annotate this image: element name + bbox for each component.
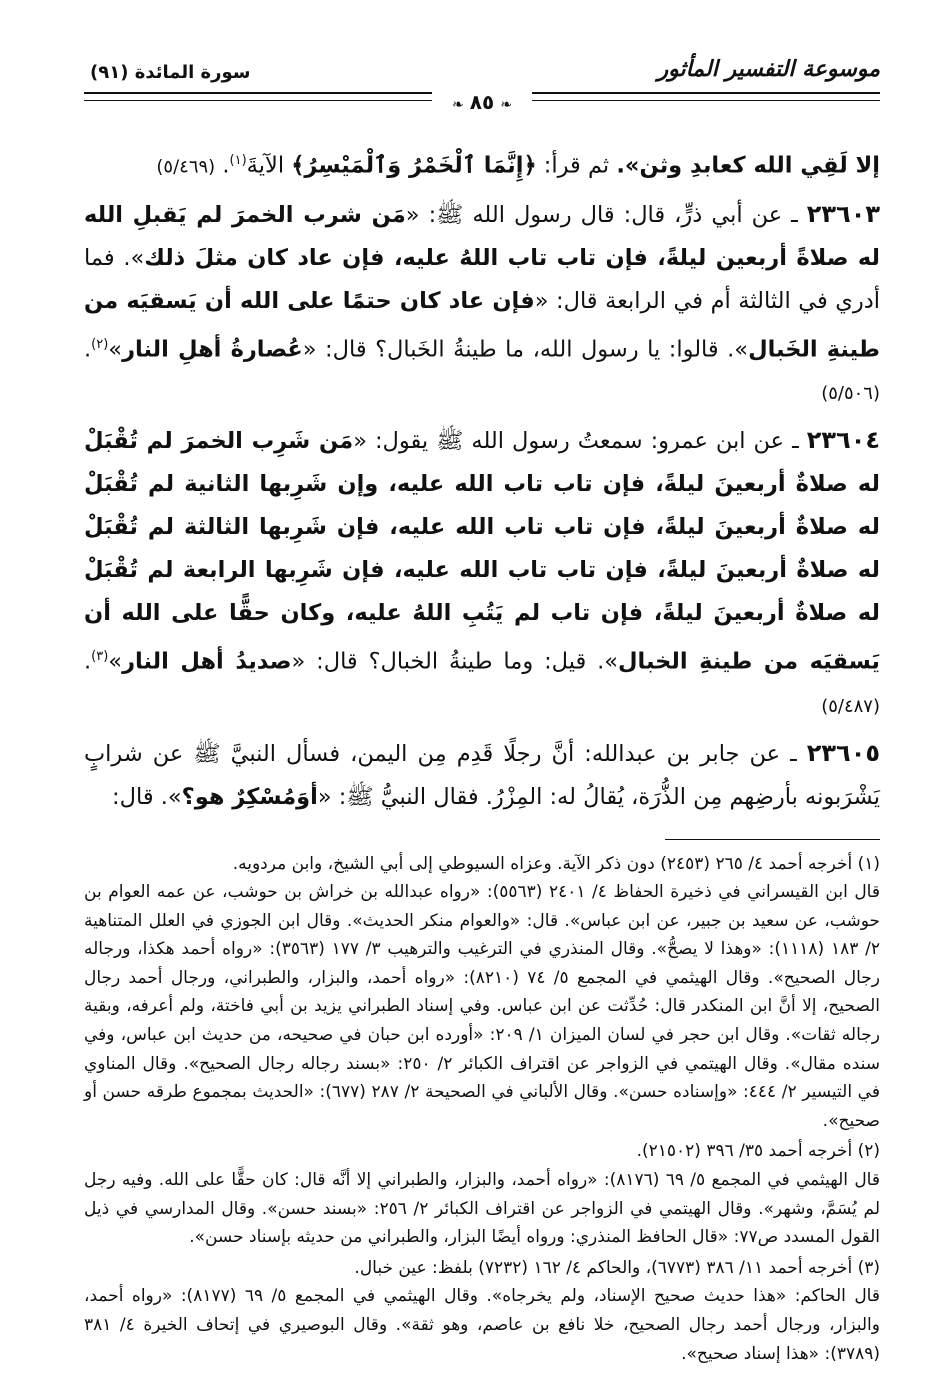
entry-number: ٢٣٦٠٤ [806, 426, 880, 454]
hadith-entry: ٢٣٦٠٣ ـ عن أبي ذرٍّ، قال: قال رسول الله ﷺ: «مَن شرب الخمرَ لم يَقبلِ الله له صلاةً أربعين ليلةً، فإن تاب تاب اللهُ عليه، فإن عاد كان مثلَ ذلك». فما أدري في الثالثة أم في الرابعة قال: «فإن عاد كان حتمًا على الله أن يَسقيَه من طينةِ الخَبال». قالوا: يا رسول الله، ما طينةُ الخَبال؟ قال: «عُصارةُ أهلِ النار»$^{(٢)}$. (٥/٥٠٦) [84, 199, 881, 404]
footnote-marker: (٣) [91, 649, 109, 664]
footnote-3: (٣) أخرجه أحمد ١١/ ٣٨٦ (٦٧٧٣)، والحاكم ٤/ ١٦٢ (٧٢٣٢) بلفظ: عين خبال. [354, 1257, 880, 1278]
entry-number: ٢٣٦٠٣ [806, 199, 880, 228]
footnote-2-commentary: قال الهيثمي في المجمع ٥/ ٦٩ (٨١٧٦): «رواه أحمد، والبزار، والطبراني إلا أنَّه قال: كان حقًّا على الله. وفيه رجل لم يُسَمَّ، وشهر». وقال الهيتمي في الزواجر عن اقتراف الكبائر ٢/ ٢٥٦: «بسند حسن». وقال المدارسي في ذيل القول المسدد ص٧٧: «قال الحافظ المنذري: ورواه أيضًا البزار، والطبراني من حديثه بإسناد حسن». [84, 1170, 880, 1248]
quran-verse: ﴿إِنَّمَا ٱلْخَمْرُ وَٱلْمَيْسِرُ﴾ [291, 152, 537, 179]
footnote-2: (٢) أخرجه أحمد ٣٥/ ٣٩٦ (٢١٥٠٢). [636, 1141, 880, 1162]
running-header [84, 52, 880, 94]
footnote-marker: (٢) [91, 336, 109, 352]
page-number: ❧ ٨٥ ❧ [432, 90, 532, 114]
paragraph-continuation: إلا لَقِي الله كعابدِ وثن». ثم قرأ: ﴿إِنَّمَا ٱلْخَمْرُ وَٱلْمَيْسِرُ﴾ الآيةَ$^{(١)}$. (٥/٤٦٩) [156, 152, 880, 179]
footnotes [84, 850, 880, 1369]
footnote-1-commentary: قال ابن القيسراني في ذخيرة الحفاظ ٤/ ٢٤٠١ (٥٥٦٣): «رواه عبدالله بن خراش بن حوشب، عن عمه العوام بن حوشب، عن سعيد بن جبير، عن ابن عباس». قال: «والعوام منكر الحديث». وقال ابن الجوزي في العلل المتناهية ٢/ ١٨٣ (١١١٨): «وهذا لا يصحُّ». وقال المنذري في الترغيب والترهيب ٣/ ١٧٧ (٣٥٦٣): «رواه أحمد هكذا، ورجاله رجال الصحيح». وقال الهيثمي في المجمع ٥/ ٧٤ (٨٢١٠): «رواه أحمد، والبزار، والطبراني، ورجال أحمد رجال الصحيح، إلا أنَّ ابن المنكدر قال: حُدِّثت عن ابن عباس. وفي إسناد الطبراني يزيد بن أبي فاختة، ولم أعرفه، وبقية رجاله ثقات». وقال ابن حجر في لسان الميزان ١/ ٢٠٩: «أورده ابن حبان في صحيحه، من حديث ابن عباس، وفي سنده مقال». وقال الهيتمي في الزواجر عن اقتراف الكبائر ٢/ ٢٥٠: «بسند رجاله رجال الصحيح». وقال المناوي في التيسير ٢/ ٤٤٤: «وإسناده حسن». وقال الألباني في الصحيحة ٢/ ٢٨٧ (٦٧٧): «الحديث بمجموع طرقه حسن أو صحيح». [84, 882, 880, 1131]
volume-page-ref: (٥/٤٨٧) [821, 695, 880, 717]
entry-number: ٢٣٦٠٥ [806, 738, 880, 767]
page-number-rule [84, 90, 880, 127]
footnote-1: (١) أخرجه أحمد ٤/ ٢٦٥ (٢٤٥٣) دون ذكر الآية. وعزاه السيوطي إلى أبي الشيخ، وابن مردويه. [232, 853, 880, 874]
volume-page-ref: (٥/٤٦٩) [156, 156, 216, 178]
volume-page-ref: (٥/٥٠٦) [821, 383, 880, 404]
hadith-entry: ٢٣٦٠٤ ـ عن ابن عمرو: سمعتُ رسول الله ﷺ يقول: «مَن شَرِب الخمرَ لم تُقْبَلْ له صلاةٌ أربعينَ ليلةً، فإن تاب تاب الله عليه، وإن شَرِبها الثانية لم تُقْبَلْ له صلاةٌ أربعينَ ليلةً، فإن تاب تاب الله عليه، فإن شَرِبها الثالثة لم تُقْبَلْ له صلاةٌ أربعينَ ليلةً، فإن تاب تاب الله عليه، فإن شَرِبها الرابعة لم تُقْبَلْ له صلاةٌ أربعينَ ليلةً، فإن تاب لم يَتُبِ اللهُ عليه، وكان حقًّا على الله أن يَسقيَه من طينةِ الخبال». قيل: وما طينةُ الخبال؟ قال: «صديدُ أهل النار»$^{(٣)}$. (٥/٤٨٧) [84, 426, 880, 717]
footnote-3-commentary: قال الحاكم: «هذا حديث صحيح الإسناد، ولم يخرجاه». وقال الهيثمي في المجمع ٥/ ٦٩ (٨١٧٧): «رواه أحمد، والبزار، ورجال أحمد رجال الصحيح، خلا نافع بن عاصم، وهو ثقة». وقال البوصيري في إتحاف الخيرة ٤/ ٣٨١ (٣٧٨٩): «هذا إسناد صحيح». [84, 1286, 880, 1364]
main-text [84, 139, 880, 819]
hadith-entry: ٢٣٦٠٥ ـ عن جابر بن عبدالله: أنَّ رجلًا قَدِم مِن اليمن، فسأل النبيَّ ﷺ عن شرابٍ يَشْرَبونه بأرضِهم مِن الذُّرَة، يُقالُ له: المِزْرُ. فقال النبيُّ ﷺ: «أوَمُسْكِرٌ هو؟». قال: [84, 738, 880, 810]
book-title: موسوعة التفسير المأثور [657, 56, 880, 82]
footnote-divider [665, 839, 880, 840]
surah-reference: سورة المائدة (٩١) [90, 62, 251, 83]
page [84, 52, 880, 1368]
footnote-marker: (١) [229, 153, 247, 168]
